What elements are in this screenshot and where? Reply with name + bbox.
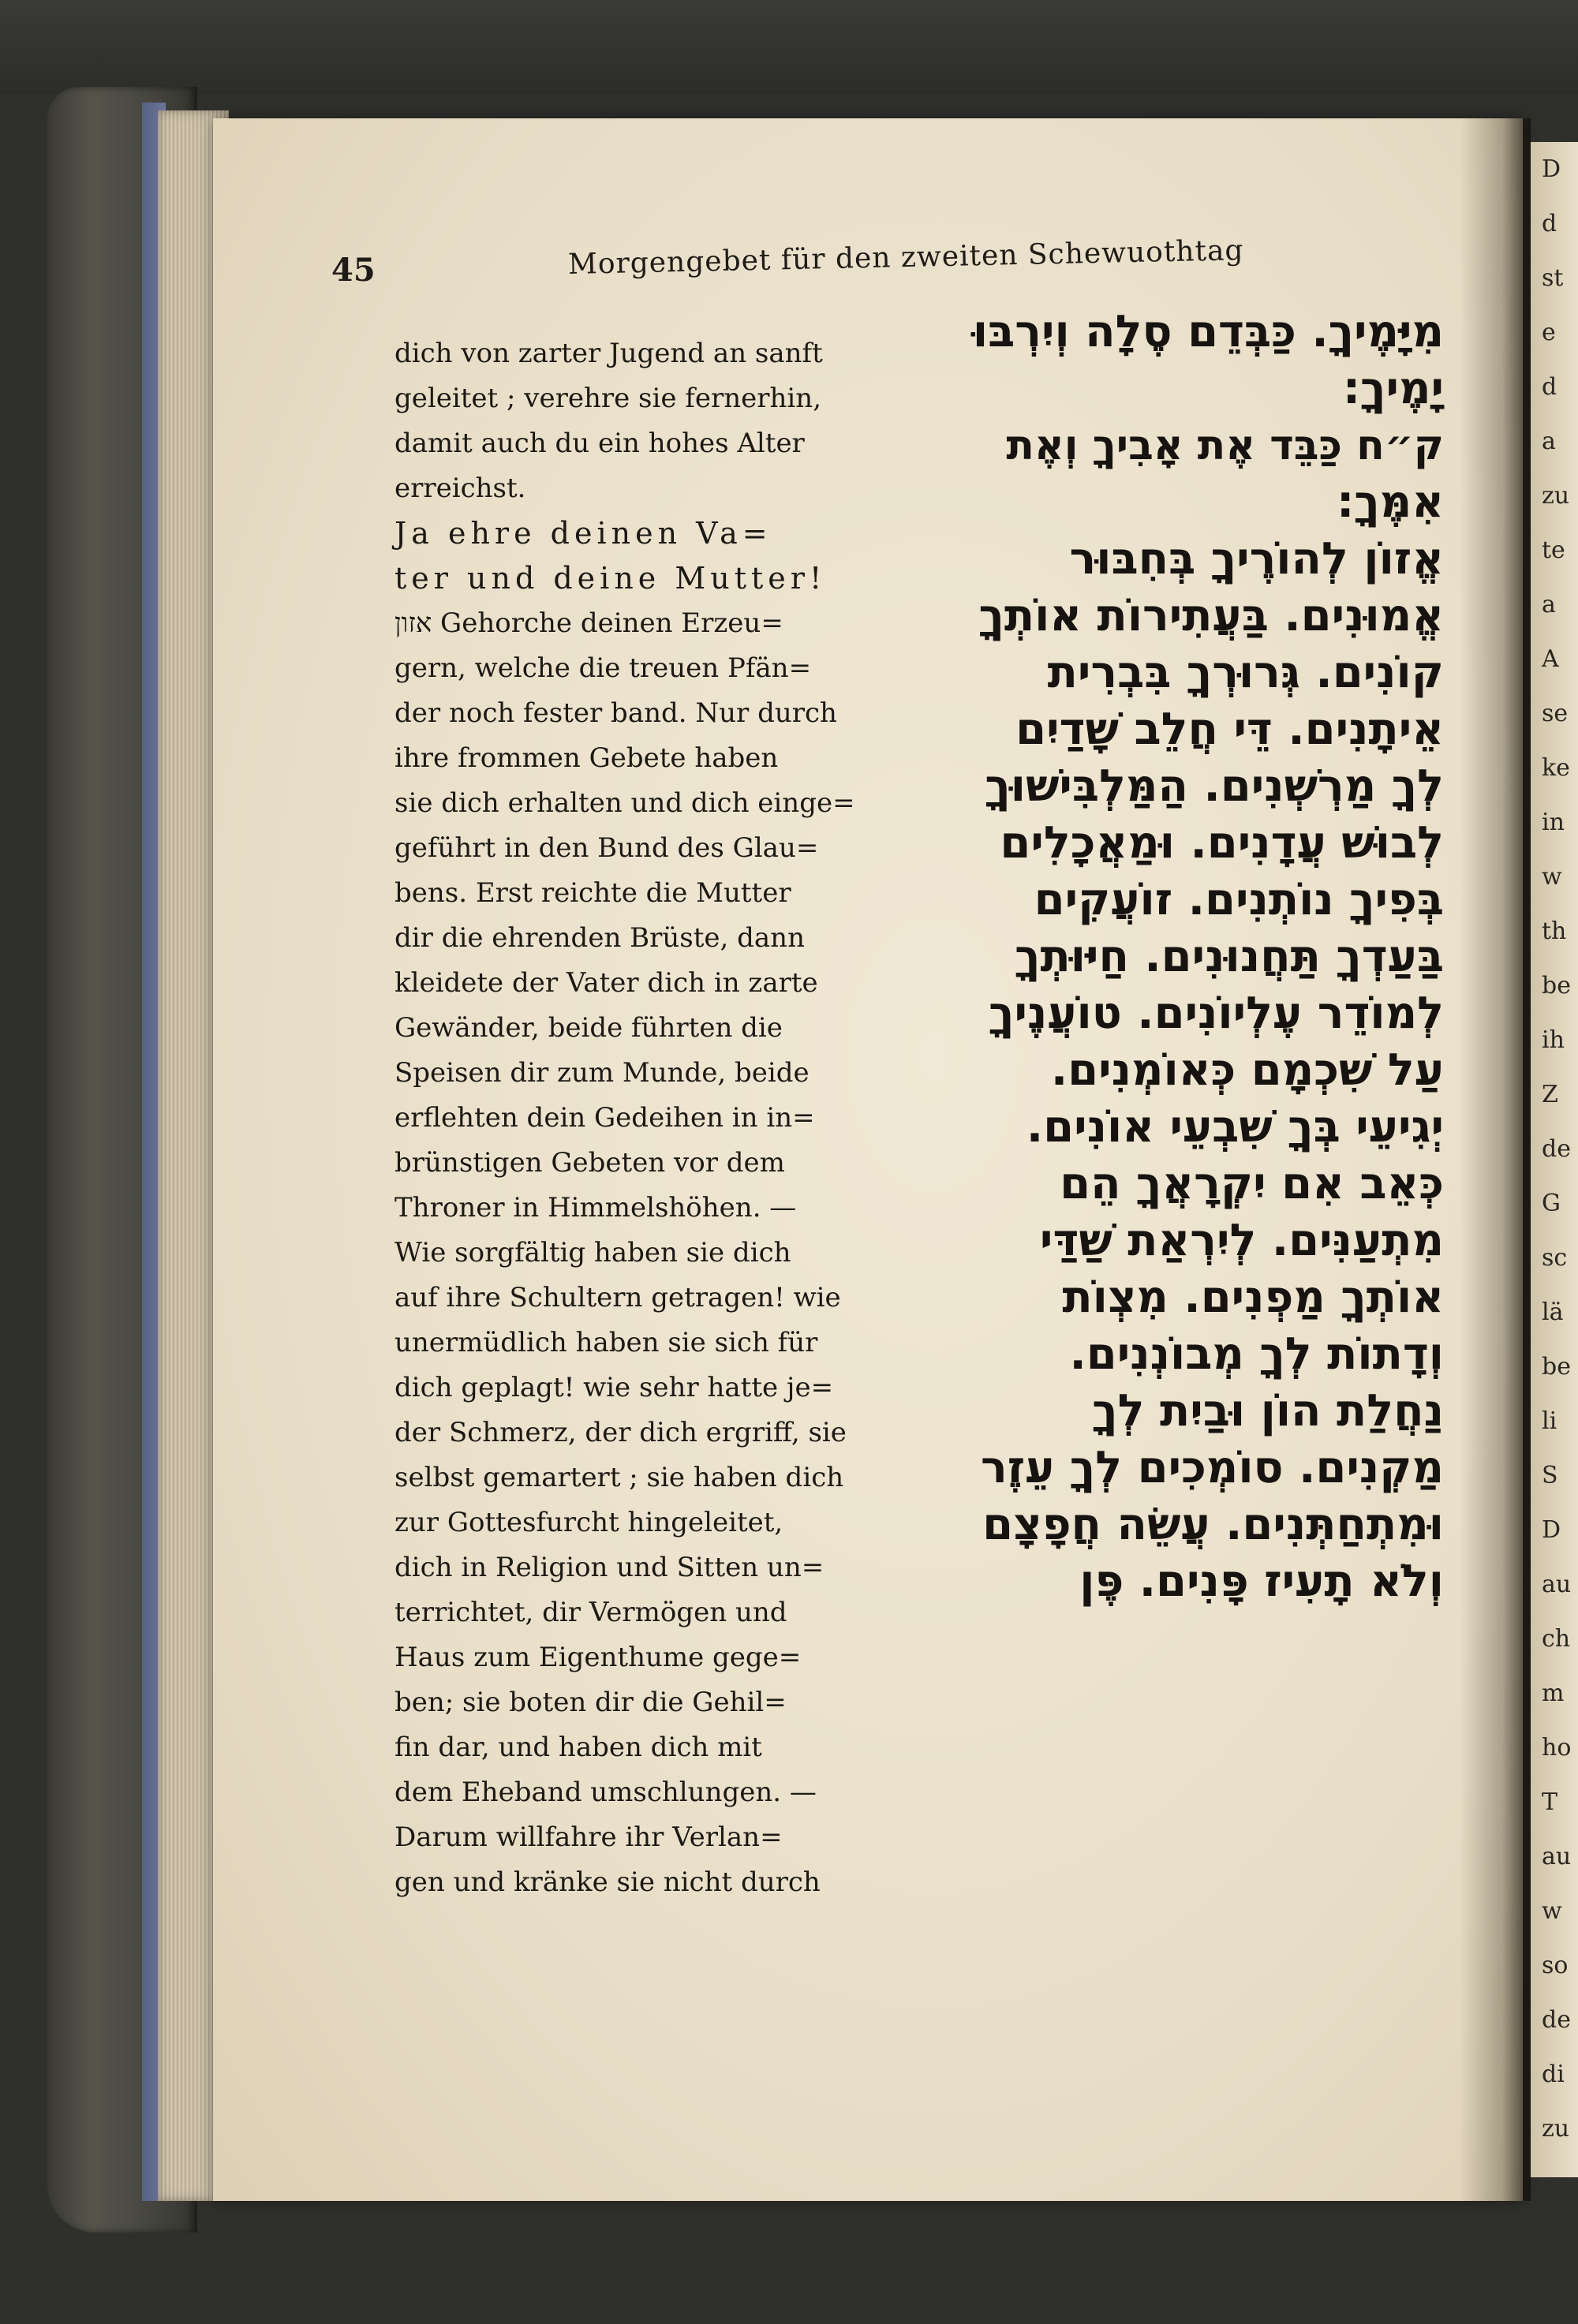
facing-page-fragment: te: [1542, 536, 1565, 564]
facing-page-fragment: a: [1542, 428, 1556, 455]
german-text-line: Speisen dir zum Munde, beide: [394, 1057, 810, 1089]
hebrew-text-line: בַּעַדְךָ תַּחֲנוּנִים. חַיּוּתְךָ: [1015, 931, 1444, 982]
german-text-line: gen und kränke sie nicht durch: [394, 1866, 821, 1898]
facing-page-fragment: w: [1542, 1897, 1562, 1925]
german-text-line: ben; sie boten dir die Gehil=: [394, 1687, 787, 1718]
german-text-line: dich von zarter Jugend an sanft: [394, 338, 823, 369]
facing-page-fragment: be: [1542, 972, 1571, 999]
facing-page-fragment: in: [1542, 809, 1565, 836]
german-text-line: dir die ehrenden Brüste, dann: [394, 922, 805, 954]
hebrew-text-line: אוֹתְךָ מַפְנִים. מִצְוֹת: [1062, 1272, 1444, 1323]
hebrew-text-line: אֱמוּנִים. בַּעֲתִירוֹת אוֹתְךָ: [978, 590, 1444, 641]
facing-page-fragment: be: [1542, 1353, 1571, 1381]
hebrew-text-line: וּמִתְחַתְּנִים. עֲשֵׂה חֲפָצָם: [982, 1499, 1444, 1550]
german-text-line: damit auch du ein hohes Alter: [394, 428, 805, 459]
german-text-line: dich geplagt! wie sehr hatte je=: [394, 1372, 834, 1403]
german-text-line: Ja ehre deinen Va=: [394, 516, 772, 551]
german-translation-column: [394, 331, 892, 1905]
german-text-line: erflehten dein Gedeihen in in=: [394, 1102, 815, 1134]
facing-page-fragment: m: [1542, 1679, 1565, 1707]
hebrew-text-line: מַקְנִים. סוֹמְכִים לְךָ עֵזֶר: [981, 1442, 1444, 1493]
german-text-line: dich in Religion und Sitten un=: [394, 1552, 825, 1583]
facing-page-fragment: D: [1542, 155, 1561, 183]
hebrew-text-line: מִיָּמֶיךָ. כַּבְּדֵם סֶלָה וְיִרְבּוּ: [972, 306, 1444, 357]
facing-page-fragment: th: [1542, 917, 1567, 945]
facing-page-fragment: zu: [1542, 2115, 1570, 2143]
hebrew-text-line: מִתְעַנִּים. לְיִרְאַת שַׁדַּי: [1039, 1215, 1444, 1266]
hebrew-text-line: קוֹנִים. גְּרוּרְךָ בִּבְרִית: [1047, 647, 1444, 698]
german-text-line: kleidete der Vater dich in zarte: [394, 967, 818, 999]
german-text-line: sie dich erhalten und dich einge=: [394, 787, 855, 819]
german-text-line: dem Eheband umschlungen. —: [394, 1777, 817, 1808]
facing-page-fragment: zu: [1542, 482, 1570, 510]
facing-page-fragment: A: [1542, 645, 1559, 673]
german-text-line: geführt in den Bund des Glau=: [394, 832, 819, 864]
hebrew-text-line: לְבוּשׁ עֲדָנִים. וּמַאֲכָלִים: [1000, 817, 1444, 869]
facing-page-edge: [1531, 142, 1578, 2177]
facing-page-fragment: d: [1542, 373, 1557, 401]
hebrew-text-line: וְדָתוֹת לְךָ מְבוֹנְנִים.: [1069, 1328, 1444, 1380]
facing-page-fragment: ih: [1542, 1026, 1565, 1054]
german-text-line: der Schmerz, der dich ergriff, sie: [394, 1417, 847, 1448]
facing-page-fragment: a: [1542, 591, 1556, 618]
hebrew-text-line: עַל שִׁכְמָם כְּאוֹמְנִים.: [1050, 1044, 1444, 1096]
facing-page-fragment: li: [1542, 1407, 1557, 1435]
facing-page-fragment: lä: [1542, 1298, 1564, 1326]
facing-page-fragment: S: [1542, 1462, 1558, 1489]
german-text-line: erreichst.: [394, 473, 526, 504]
facing-page-fragment: di: [1542, 2061, 1565, 2088]
german-text-line: Throner in Himmelshöhen. —: [394, 1192, 797, 1224]
hebrew-text-line: כְּאֵב אִם יִקְרָאֲךָ הֵם: [1060, 1158, 1444, 1209]
facing-page-fragment: au: [1542, 1843, 1572, 1870]
german-text-line: unermüdlich haben sie sich für: [394, 1327, 818, 1358]
german-text-line: der noch fester band. Nur durch: [394, 697, 837, 729]
facing-page-fragment: se: [1542, 700, 1569, 727]
german-text-line: Wie sorgfältig haben sie dich: [394, 1237, 791, 1268]
hebrew-text-line: ק״ח כַּבֵּד אֶת אָבִיךָ וְאֶת: [1006, 422, 1444, 469]
hebrew-text-line: אֱזוֹן לְהוֹרֶיךָ בְּחִבּוּר: [1069, 533, 1444, 585]
german-text-line: ter und deine Mutter!: [394, 561, 827, 596]
german-text-line: brünstigen Gebeten vor dem: [394, 1147, 785, 1179]
page-number: 45: [331, 252, 376, 289]
german-text-line: ihre frommen Gebete haben: [394, 742, 779, 774]
running-head-title: Morgengebet für den zweiten Schewuothtag: [567, 234, 1244, 281]
hebrew-text-line: נַחֲלַת הוֹן וּבַיִת לְךָ: [1092, 1385, 1444, 1437]
facing-page-fragment: D: [1542, 1516, 1561, 1544]
german-text-line: bens. Erst reichte die Mutter: [394, 877, 791, 909]
hebrew-text-line: יְגִיעֵי בְּךָ שִׁבְעֵי אוֹנִים.: [1026, 1101, 1444, 1153]
german-text-line: Haus zum Eigenthume gege=: [394, 1642, 802, 1673]
hebrew-text-line: וְלֹא תָעִיז פָּנִים. פֶּן: [1079, 1556, 1444, 1607]
german-text-line: geleitet ; verehre sie fernerhin,: [394, 383, 822, 414]
facing-page-fragment: au: [1542, 1571, 1572, 1598]
facing-page-fragment: so: [1542, 1952, 1569, 1979]
facing-page-fragment: ch: [1542, 1625, 1571, 1653]
facing-page-fragment: st: [1542, 264, 1564, 292]
hebrew-text-line: בְּפִיךָ נוֹתְנִים. זוֹעֲקִים: [1034, 874, 1444, 925]
hebrew-text-line: אִמֶּךָ:: [1336, 476, 1444, 528]
facing-page-fragment: e: [1542, 319, 1556, 346]
facing-page-fragment: Z: [1542, 1081, 1558, 1108]
facing-page-fragment: d: [1542, 210, 1557, 237]
hebrew-text-line: אֵיתָנִים. דֵּי חֲלֵב שָׁדַיִם: [1015, 704, 1444, 755]
facing-page-fragment: sc: [1542, 1244, 1568, 1272]
facing-page-fragment: de: [1542, 1135, 1571, 1163]
german-text-line: zur Gottesfurcht hingeleitet,: [394, 1507, 783, 1538]
facing-page-fragment: ho: [1542, 1734, 1572, 1762]
german-text-line: auf ihre Schultern getragen! wie: [394, 1282, 841, 1313]
german-text-line: selbst gemartert ; sie haben dich: [394, 1462, 844, 1493]
german-text-line: Gewänder, beide führten die: [394, 1012, 783, 1044]
facing-page-fragment: ke: [1542, 754, 1570, 782]
facing-page-fragment: T: [1542, 1788, 1558, 1816]
german-text-line: terrichtet, dir Vermögen und: [394, 1597, 787, 1628]
facing-page-fragment: de: [1542, 2006, 1571, 2034]
hebrew-text-line: לְמוֹדֵר עֶלְיוֹנִים. טוֹעֲנֶיךָ: [989, 988, 1444, 1039]
german-text-line: gern, welche die treuen Pfän=: [394, 652, 812, 684]
hebrew-text-line: לְךָ מַרְשְׁנִים. הַמַּלְבִּישׁוּךָ: [985, 760, 1444, 812]
german-text-line: Darum willfahre ihr Verlan=: [394, 1821, 783, 1853]
facing-page-fragment: w: [1542, 863, 1562, 891]
page-gutter: [1460, 118, 1531, 2201]
running-head: [331, 234, 1318, 296]
hebrew-text-line: יָמֶיךָ:: [1342, 363, 1444, 414]
facing-page-fragment: G: [1542, 1190, 1561, 1217]
german-text-line: fin dar, und haben dich mit: [394, 1732, 762, 1763]
german-text-line: אזון Gehorche deinen Erzeu=: [394, 607, 783, 639]
hebrew-text-column: [876, 304, 1444, 1610]
